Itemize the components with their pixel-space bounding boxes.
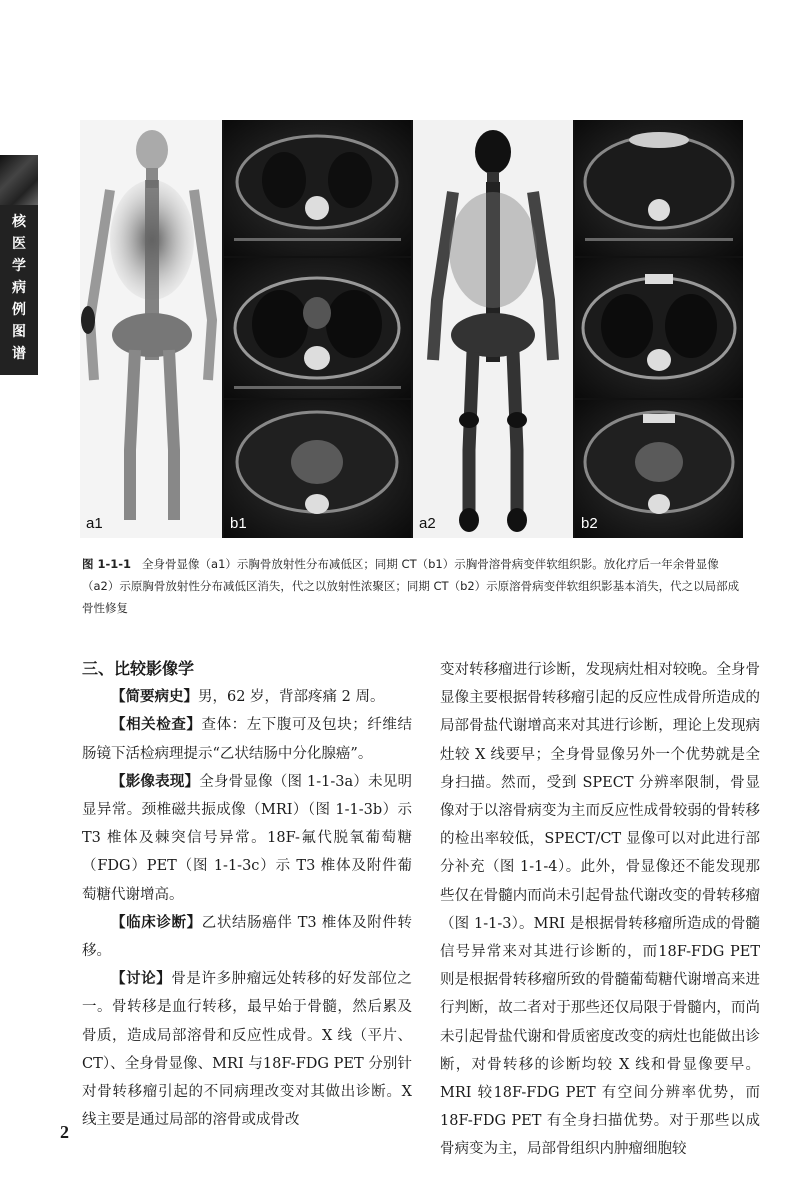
- bone-scan-a1: [80, 120, 222, 538]
- ct-slice-image: [224, 258, 411, 398]
- ct-slice-image: [575, 258, 743, 398]
- ct-slice-image: [224, 120, 411, 256]
- label-imaging: 【影像表现】: [111, 773, 200, 790]
- bone-scan-a1-image: [80, 120, 222, 538]
- ct-b2-bottom: [575, 400, 743, 538]
- tab-graphic: [0, 155, 38, 205]
- tab-char: 医: [12, 236, 26, 252]
- panel-label-a2: a2: [419, 515, 436, 532]
- panel-label-b1: b1: [230, 515, 247, 532]
- caption-text: 全身骨显像（a1）示胸骨放射性分布减低区；同期 CT（b1）示胸骨溶骨病变伴软组织影。放化疗后一年余骨显像（a2）示原胸骨放射性分布减低区消失，代之以放射性浓聚区；同期 CT（b2）示原溶骨病变伴软组织影基本消失，代之以局部成骨性修复: [82, 557, 740, 615]
- text-discussion: 骨是许多肿瘤远处转移的好发部位之一。骨转移是血行转移，最早始于骨髓，然后累及骨质，造成局部溶骨和反应性成骨。X 线（平片、CT）、全身骨显像、MRI 与18F-FDG PET 分别针对骨转移瘤引起的不同病理改变对其做出诊断。X 线主要是通过局部的溶骨或成骨改: [82, 971, 413, 1129]
- ct-b1-middle: [224, 258, 411, 398]
- label-history: 【简要病史】: [111, 689, 198, 706]
- ct-slice-image: [575, 120, 743, 256]
- ct-slice-image: [224, 400, 411, 538]
- panel-label-b2: b2: [581, 515, 598, 532]
- figure-1-1-1: [80, 120, 743, 538]
- tab-char: 病: [12, 280, 26, 296]
- text-imaging: 全身骨显像（图 1-1-3a）未见明显异常。颈椎磁共振成像（MRI）（图 1-1-3b）示 T3 椎体及棘突信号异常。18F-氟代脱氧葡萄糖（FDG）PET（图 1-1-3c）示 T3 椎体及附件葡萄糖代谢增高。: [82, 773, 413, 903]
- bone-scan-a2-image: [413, 120, 573, 538]
- tab-title: [0, 205, 38, 375]
- tab-char: 学: [12, 258, 26, 274]
- page-number: 2: [60, 1122, 69, 1142]
- label-exam: 【相关检查】: [111, 717, 202, 734]
- paragraph-exam: [82, 711, 412, 767]
- text-exam: 查体：左下腹可及包块；纤维结肠镜下活检病理提示“乙状结肠中分化腺癌”。: [82, 717, 413, 762]
- tab-char: 核: [12, 214, 26, 230]
- ct-b1-bottom: [224, 400, 411, 538]
- label-diagnosis: 【临床诊断】: [111, 914, 202, 931]
- figure-caption: [82, 553, 746, 619]
- panel-label-a1: a1: [86, 515, 103, 532]
- paragraph-imaging: [82, 768, 412, 909]
- chapter-side-tab: [0, 155, 38, 375]
- section-heading: 三、比较影像学: [82, 659, 195, 678]
- ct-slice-image: [575, 400, 743, 538]
- right-column: [440, 656, 760, 1164]
- paragraph-discussion: [82, 965, 412, 1134]
- caption-number: 图 1-1-1: [82, 557, 132, 571]
- discussion-continued: 变对转移瘤进行诊断，发现病灶相对较晚。全身骨显像主要根据骨转移瘤引起的反应性成骨所造成的局部骨盐代谢增高来对其进行诊断，理论上发现病灶较 X 线要早；全身骨显像另外一个优势就是全身扫描。然而，受到 SPECT 分辨率限制，骨显像对于以溶骨病变为主而反应性成骨较弱的骨转移的检出率较低，SPECT/CT 显像可以对此进行部分补充（图 1-1-4）。此外，骨显像还不能发现那些仅在骨髓内而尚未引起骨盐代谢改变的骨转移瘤（图 1-1-3）。MRI 是根据骨转移瘤所造成的骨髓信号异常来对其进行诊断的，而18F-FDG PET 则是根据骨转移瘤所致的骨髓葡萄糖代谢增高来进行判断，故二者对于那些还仅局限于骨髓内，而尚未引起骨盐代谢和骨质密度改变的病灶也能做出诊断，对骨转移的诊断均较 X 线和骨显像要早。MRI 较18F-FDG PET 有空间分辨率优势，而18F-FDG PET 有全身扫描优势。对于那些以成骨病变为主，局部骨组织内肿瘤细胞较: [440, 662, 760, 1158]
- ct-b2-top: [575, 120, 743, 256]
- label-discussion: 【讨论】: [111, 971, 172, 988]
- paragraph-history: [82, 683, 412, 711]
- tab-char: 图: [12, 324, 26, 340]
- paragraph-diagnosis: [82, 909, 412, 965]
- ct-b1-top: [224, 120, 411, 256]
- text-history: 男，62 岁，背部疼痛 2 周。: [198, 689, 385, 706]
- tab-char: 谱: [12, 346, 26, 362]
- ct-b2-middle: [575, 258, 743, 398]
- bone-scan-a2: [413, 120, 573, 538]
- left-column: [82, 655, 412, 1134]
- tab-char: 例: [12, 302, 26, 318]
- text-diagnosis: 乙状结肠癌伴 T3 椎体及附件转移。: [82, 914, 412, 960]
